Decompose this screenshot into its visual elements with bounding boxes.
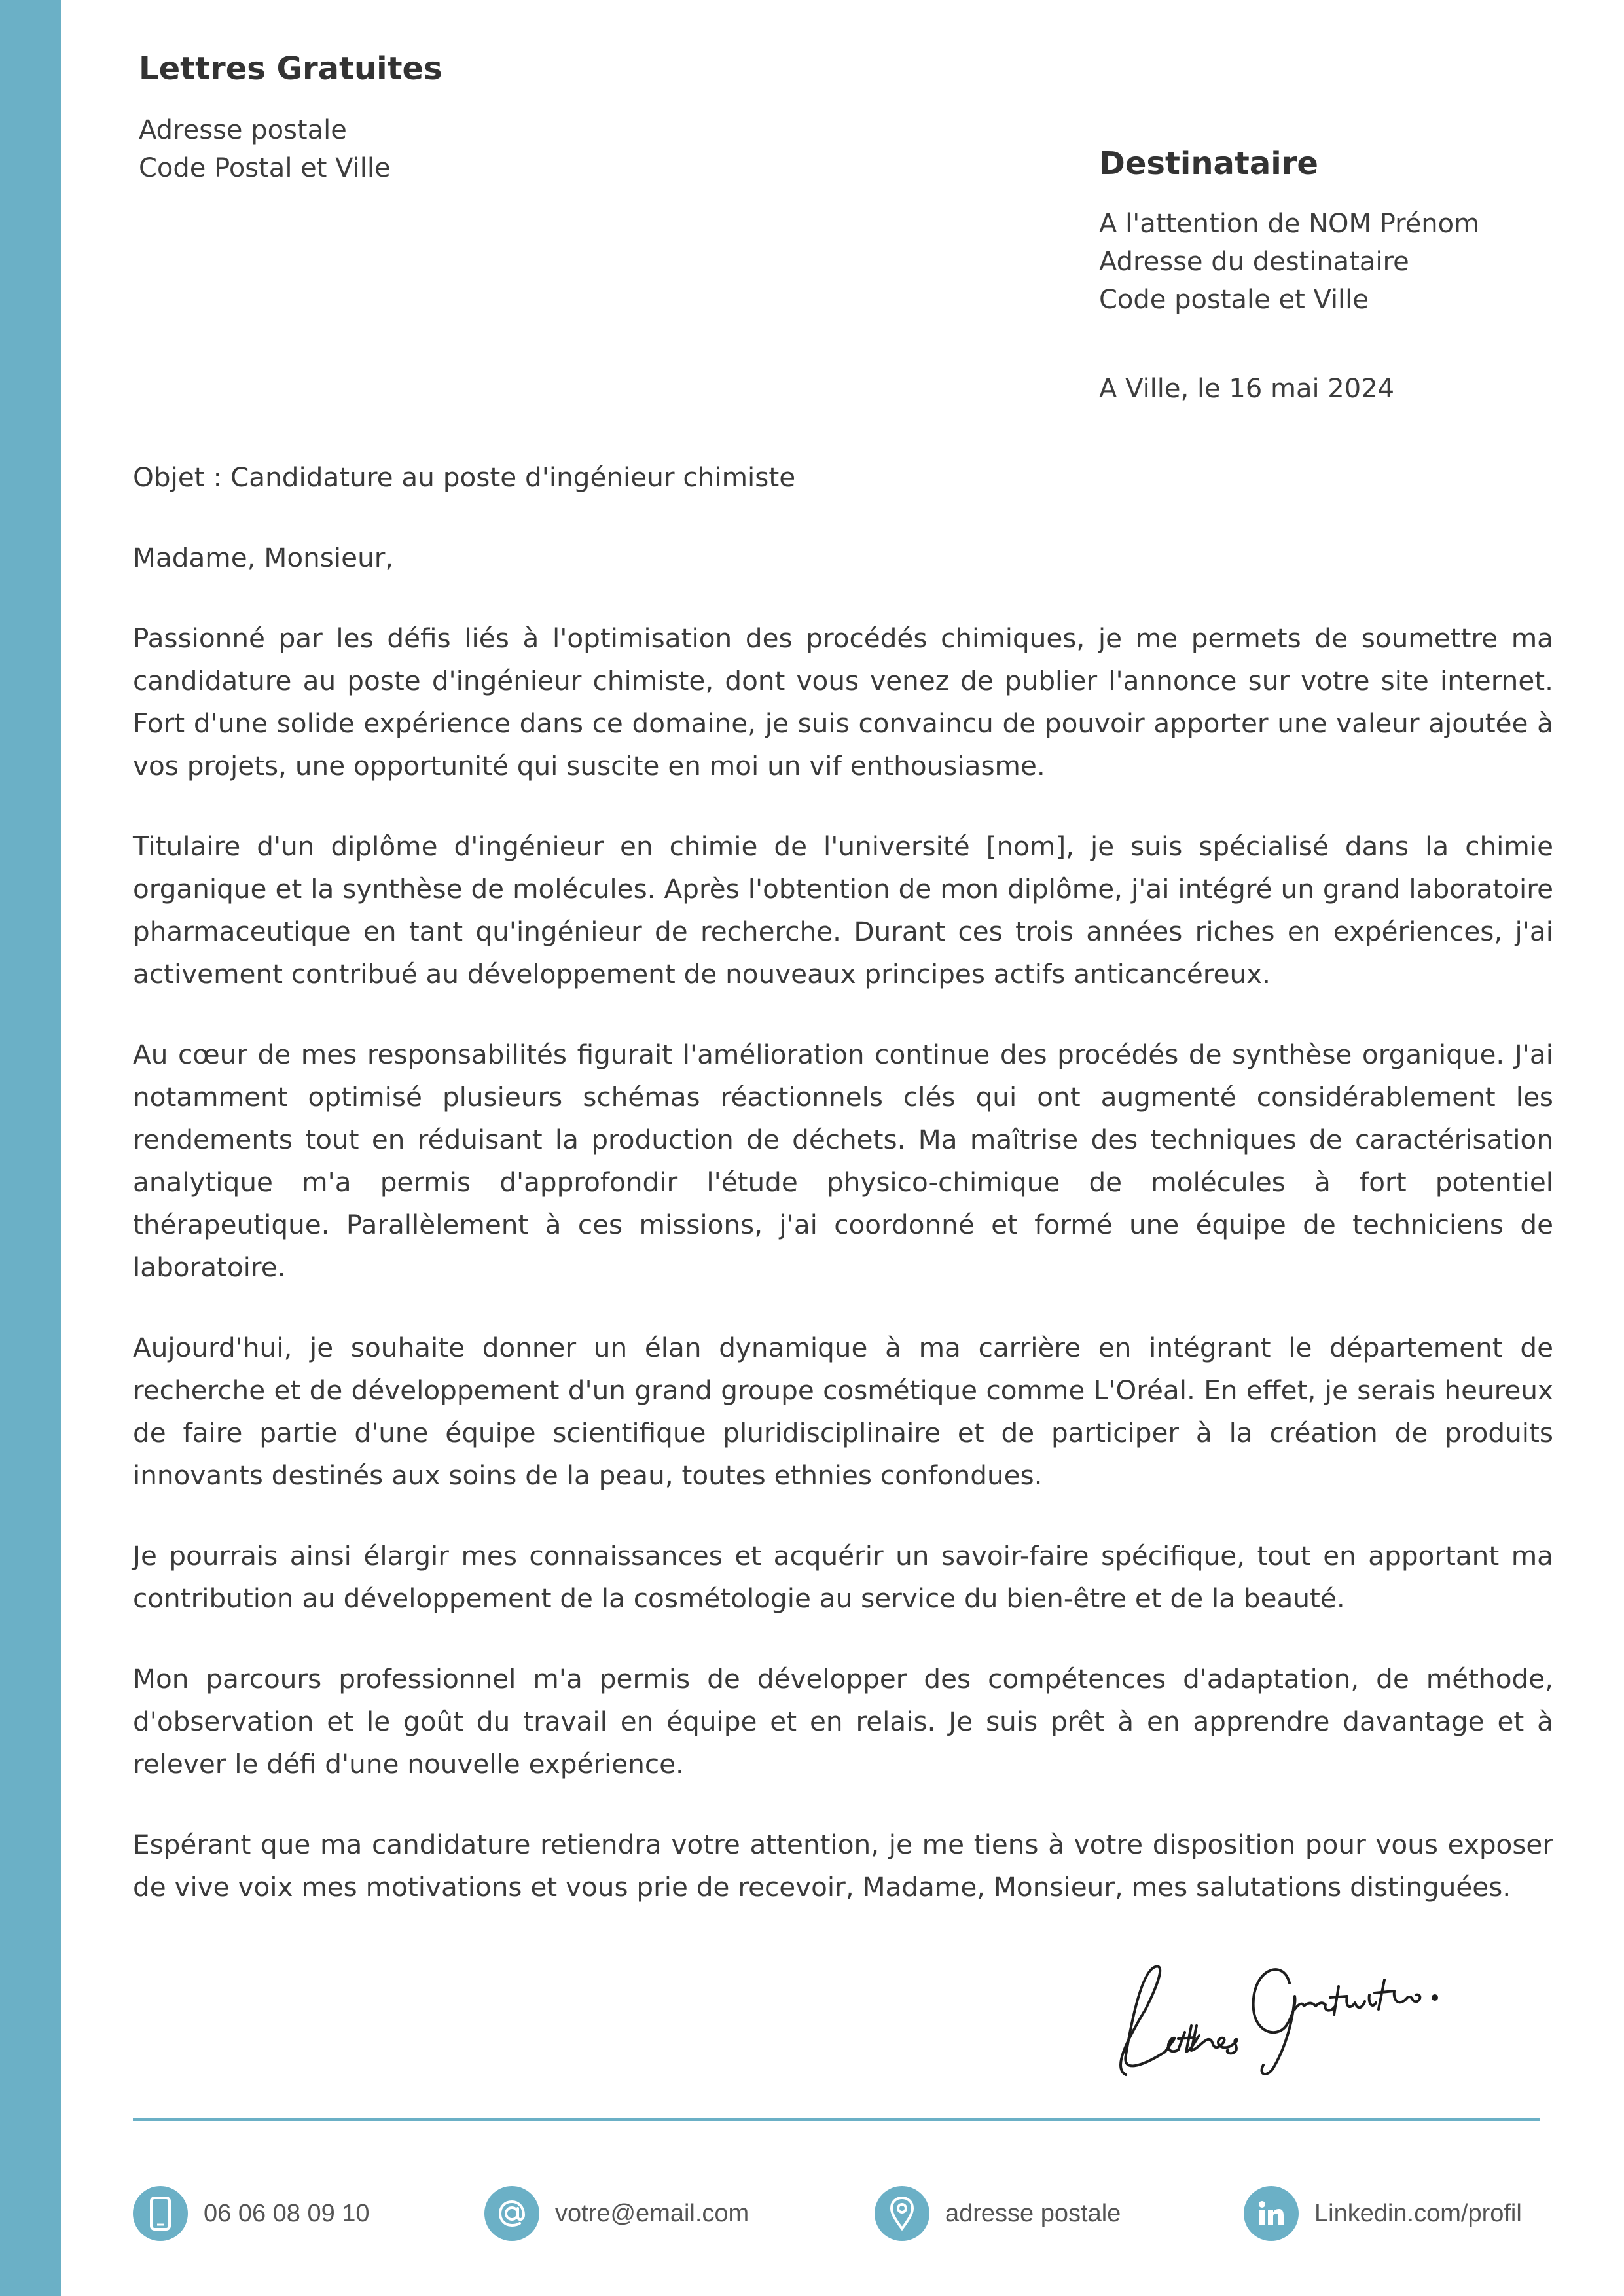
linkedin-icon bbox=[1244, 2186, 1299, 2241]
recipient-attention: A l'attention de NOM Prénom bbox=[1099, 209, 1480, 239]
letter-body bbox=[133, 456, 1553, 1946]
email-address[interactable]: votre@email.com bbox=[555, 2199, 749, 2227]
sender-block bbox=[139, 46, 728, 187]
postal-address: adresse postale bbox=[945, 2199, 1121, 2227]
sender-name: Lettres Gratuites bbox=[139, 50, 442, 87]
sender-city: Code Postal et Ville bbox=[139, 153, 391, 183]
footer-linkedin bbox=[1244, 2186, 1522, 2241]
footer-divider bbox=[133, 2118, 1540, 2121]
paragraph: Je pourrais ainsi élargir mes connaissances et acquérir un savoir-faire spécifique, tout en apportant ma contribution au développement de la cosmétologie au service du bien-être et de la beauté. bbox=[133, 1540, 1553, 1614]
phone-icon bbox=[133, 2186, 188, 2241]
recipient-address: Adresse du destinataire bbox=[1099, 247, 1409, 277]
phone-number[interactable]: 06 06 08 09 10 bbox=[204, 2199, 370, 2227]
location-pin-icon bbox=[875, 2186, 929, 2241]
recipient-city: Code postale et Ville bbox=[1099, 285, 1369, 315]
sender-address: Adresse postale bbox=[139, 115, 347, 145]
letter-salutation: Madame, Monsieur, bbox=[133, 542, 394, 573]
handwritten-signature bbox=[1087, 1911, 1479, 2081]
paragraph: Espérant que ma candidature retiendra votre attention, je me tiens à votre disposition pour vous exposer de vive voix mes motivations et vous prie de recevoir, Madame, Monsieur, mes salutations distinguées. bbox=[133, 1829, 1553, 1903]
footer-email bbox=[484, 2186, 749, 2241]
paragraph: Aujourd'hui, je souhaite donner un élan dynamique à ma carrière en intégrant le département de recherche et de développement d'un grand groupe cosmétique comme L'Oréal. En effet, je serais heureux de faire partie d'une équipe scientifique pluridisciplinaire et de participer à la création de produits innovants destinés aux soins de la peau, toutes ethnies confondues. bbox=[133, 1332, 1553, 1491]
at-icon bbox=[484, 2186, 539, 2241]
linkedin-profile-link[interactable]: Linkedin.com/profil bbox=[1314, 2199, 1522, 2227]
recipient-block bbox=[1099, 141, 1583, 319]
letter-subject: Objet : Candidature au poste d'ingénieur chimiste bbox=[133, 461, 796, 493]
letter-date: A Ville, le 16 mai 2024 bbox=[1099, 374, 1395, 404]
paragraph: Titulaire d'un diplôme d'ingénieur en chimie de l'université [nom], je suis spécialisé dans la chimie organique et la synthèse de molécules. Après l'obtention de mon diplôme, j'ai intégré un grand laboratoire pharmaceutique en tant qu'ingénieur de recherche. Durant ces trois années riches en expériences, j'ai activement contribué au développement de nouveaux principes actifs anticancéreux. bbox=[133, 831, 1553, 990]
paragraph: Au cœur de mes responsabilités figurait l'amélioration continue des procédés de synthèse organique. J'ai notamment optimisé plusieurs schémas réactionnels clés qui ont augmenté considérablement les rendements tout en réduisant la production de déchets. Ma maîtrise des techniques de caractérisation analytique m'a permis d'approfondir l'étude physico-chimique de molécules à fort potentiel thérapeutique. Parallèlement à ces missions, j'ai coordonné et formé une équipe de techniciens de laboratoire. bbox=[133, 1039, 1553, 1283]
footer-address bbox=[875, 2186, 1121, 2241]
footer-phone bbox=[133, 2186, 370, 2241]
paragraph: Mon parcours professionnel m'a permis de développer des compétences d'adaptation, de méthode, d'observation et le goût du travail en équipe et en relais. Je suis prêt à en apprendre davantage et à relever le défi d'une nouvelle expérience. bbox=[133, 1663, 1553, 1780]
paragraph: Passionné par les défis liés à l'optimisation des procédés chimiques, je me permets de soumettre ma candidature au poste d'ingénieur chimiste, dont vous venez de publier l'annonce sur votre site internet. Fort d'une solide expérience dans ce domaine, je suis convaincu de pouvoir apporter une valeur ajoutée à vos projets, une opportunité qui suscite en moi un vif enthousiasme. bbox=[133, 622, 1553, 781]
recipient-title: Destinataire bbox=[1099, 145, 1318, 182]
accent-side-bar bbox=[0, 0, 61, 2296]
